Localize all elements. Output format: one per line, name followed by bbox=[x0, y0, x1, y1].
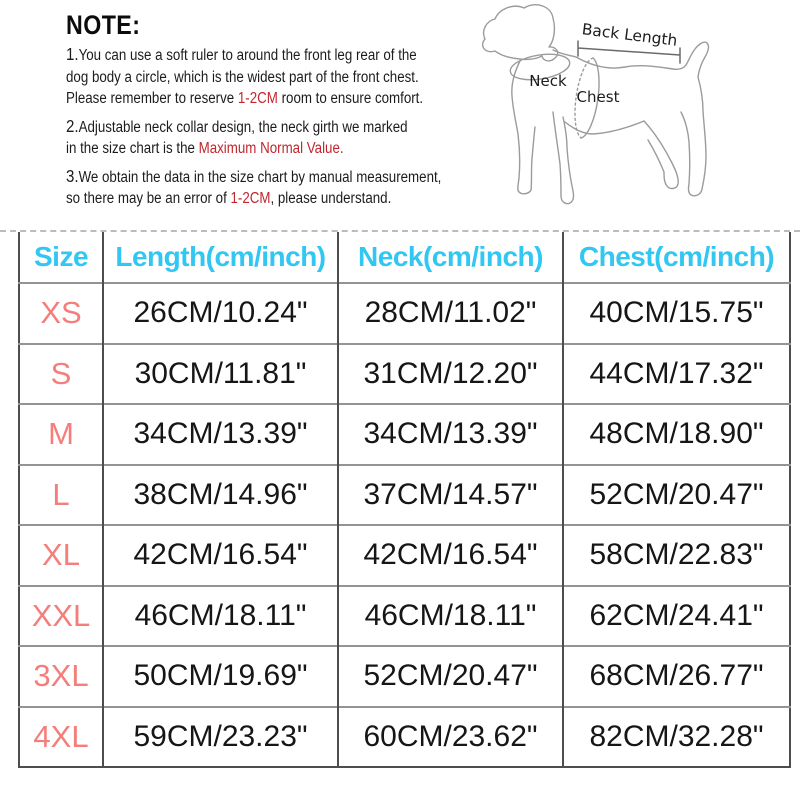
col-header-size: Size bbox=[33, 241, 89, 272]
size-table bbox=[18, 232, 791, 768]
chest-cell: 44CM/17.32" bbox=[563, 344, 790, 405]
note-number: 1. bbox=[66, 44, 79, 64]
note-text: Please remember to reserve bbox=[66, 90, 238, 107]
dog-hind-leg-outline bbox=[644, 121, 678, 188]
neck-cell: 34CM/13.39" bbox=[338, 404, 563, 465]
chest-cell: 58CM/22.83" bbox=[563, 525, 790, 586]
chest-cell: 40CM/15.75" bbox=[563, 283, 790, 344]
note-text: , please understand. bbox=[270, 190, 392, 207]
note-text: You can use a soft ruler to around the front leg rear of the bbox=[78, 47, 417, 64]
table-row bbox=[19, 344, 790, 405]
length-cell: 26CM/10.24" bbox=[103, 283, 338, 344]
neck-cell: 60CM/23.62" bbox=[338, 707, 563, 768]
note-heading: NOTE: bbox=[66, 10, 141, 40]
size-cell: XL bbox=[19, 525, 103, 586]
size-cell: XXL bbox=[19, 586, 103, 647]
length-cell: 34CM/13.39" bbox=[103, 404, 338, 465]
col-header-length: Length(cm/inch) bbox=[103, 232, 338, 283]
table-row bbox=[19, 404, 790, 465]
col-header-chest: Chest(cm/inch) bbox=[563, 232, 790, 283]
table-row bbox=[19, 707, 790, 768]
chest-cell: 52CM/20.47" bbox=[563, 465, 790, 526]
chest-cell: 68CM/26.77" bbox=[563, 646, 790, 707]
chest-label: Chest bbox=[576, 88, 620, 106]
table-header-row bbox=[19, 232, 790, 283]
table-row bbox=[19, 525, 790, 586]
note-text: room to ensure comfort. bbox=[277, 90, 424, 107]
dog-measurement-diagram bbox=[468, 0, 800, 230]
dog-back-tail-outline bbox=[553, 42, 708, 77]
chest-cell: 62CM/24.41" bbox=[563, 586, 790, 647]
note-text: so there may be an error of bbox=[66, 190, 231, 207]
length-cell: 42CM/16.54" bbox=[103, 525, 338, 586]
neck-cell: 31CM/12.20" bbox=[338, 344, 563, 405]
dog-line-drawing bbox=[468, 0, 800, 230]
size-cell: XS bbox=[19, 283, 103, 344]
table-row bbox=[19, 465, 790, 526]
note-highlight: 1-2CM bbox=[230, 190, 271, 207]
chest-cell: 48CM/18.90" bbox=[563, 404, 790, 465]
dog-rear-leg-outline bbox=[681, 77, 706, 196]
back-length-label: Back Length bbox=[580, 20, 679, 50]
length-cell: 30CM/11.81" bbox=[103, 344, 338, 405]
neck-cell: 37CM/14.57" bbox=[338, 465, 563, 526]
size-cell: 4XL bbox=[19, 707, 103, 768]
length-cell: 50CM/19.69" bbox=[103, 646, 338, 707]
size-cell: 3XL bbox=[19, 646, 103, 707]
size-cell: M bbox=[19, 404, 103, 465]
note-number: 2. bbox=[66, 115, 79, 136]
table-row bbox=[19, 586, 790, 647]
note-text: in the size chart is the bbox=[66, 140, 199, 157]
table-row bbox=[19, 646, 790, 707]
neck-label: Neck bbox=[529, 72, 567, 90]
chest-cell: 82CM/32.28" bbox=[563, 707, 790, 768]
neck-cell: 46CM/18.11" bbox=[338, 586, 563, 647]
note-highlight: 1-2CM bbox=[237, 90, 278, 107]
dog-belly-outline bbox=[565, 121, 644, 134]
size-cell: S bbox=[19, 344, 103, 405]
table-row bbox=[19, 283, 790, 344]
length-cell: 59CM/23.23" bbox=[103, 707, 338, 768]
length-cell: 46CM/18.11" bbox=[103, 586, 338, 647]
neck-cell: 52CM/20.47" bbox=[338, 646, 563, 707]
note-line: dog body a circle, which is the widest part of the front chest. bbox=[66, 68, 419, 86]
size-cell: L bbox=[19, 465, 103, 526]
note-text: Adjustable neck collar design, the neck girth we marked bbox=[78, 118, 408, 136]
neck-cell: 28CM/11.02" bbox=[338, 283, 563, 344]
col-header-neck: Neck(cm/inch) bbox=[338, 232, 563, 283]
note-number: 3. bbox=[66, 165, 79, 186]
note-highlight: Maximum Normal Value. bbox=[198, 140, 344, 157]
dog-head-outline bbox=[483, 5, 558, 61]
neck-cell: 42CM/16.54" bbox=[338, 525, 563, 586]
length-cell: 38CM/14.96" bbox=[103, 465, 338, 526]
note-text: We obtain the data in the size chart by manual measurement, bbox=[78, 168, 442, 186]
